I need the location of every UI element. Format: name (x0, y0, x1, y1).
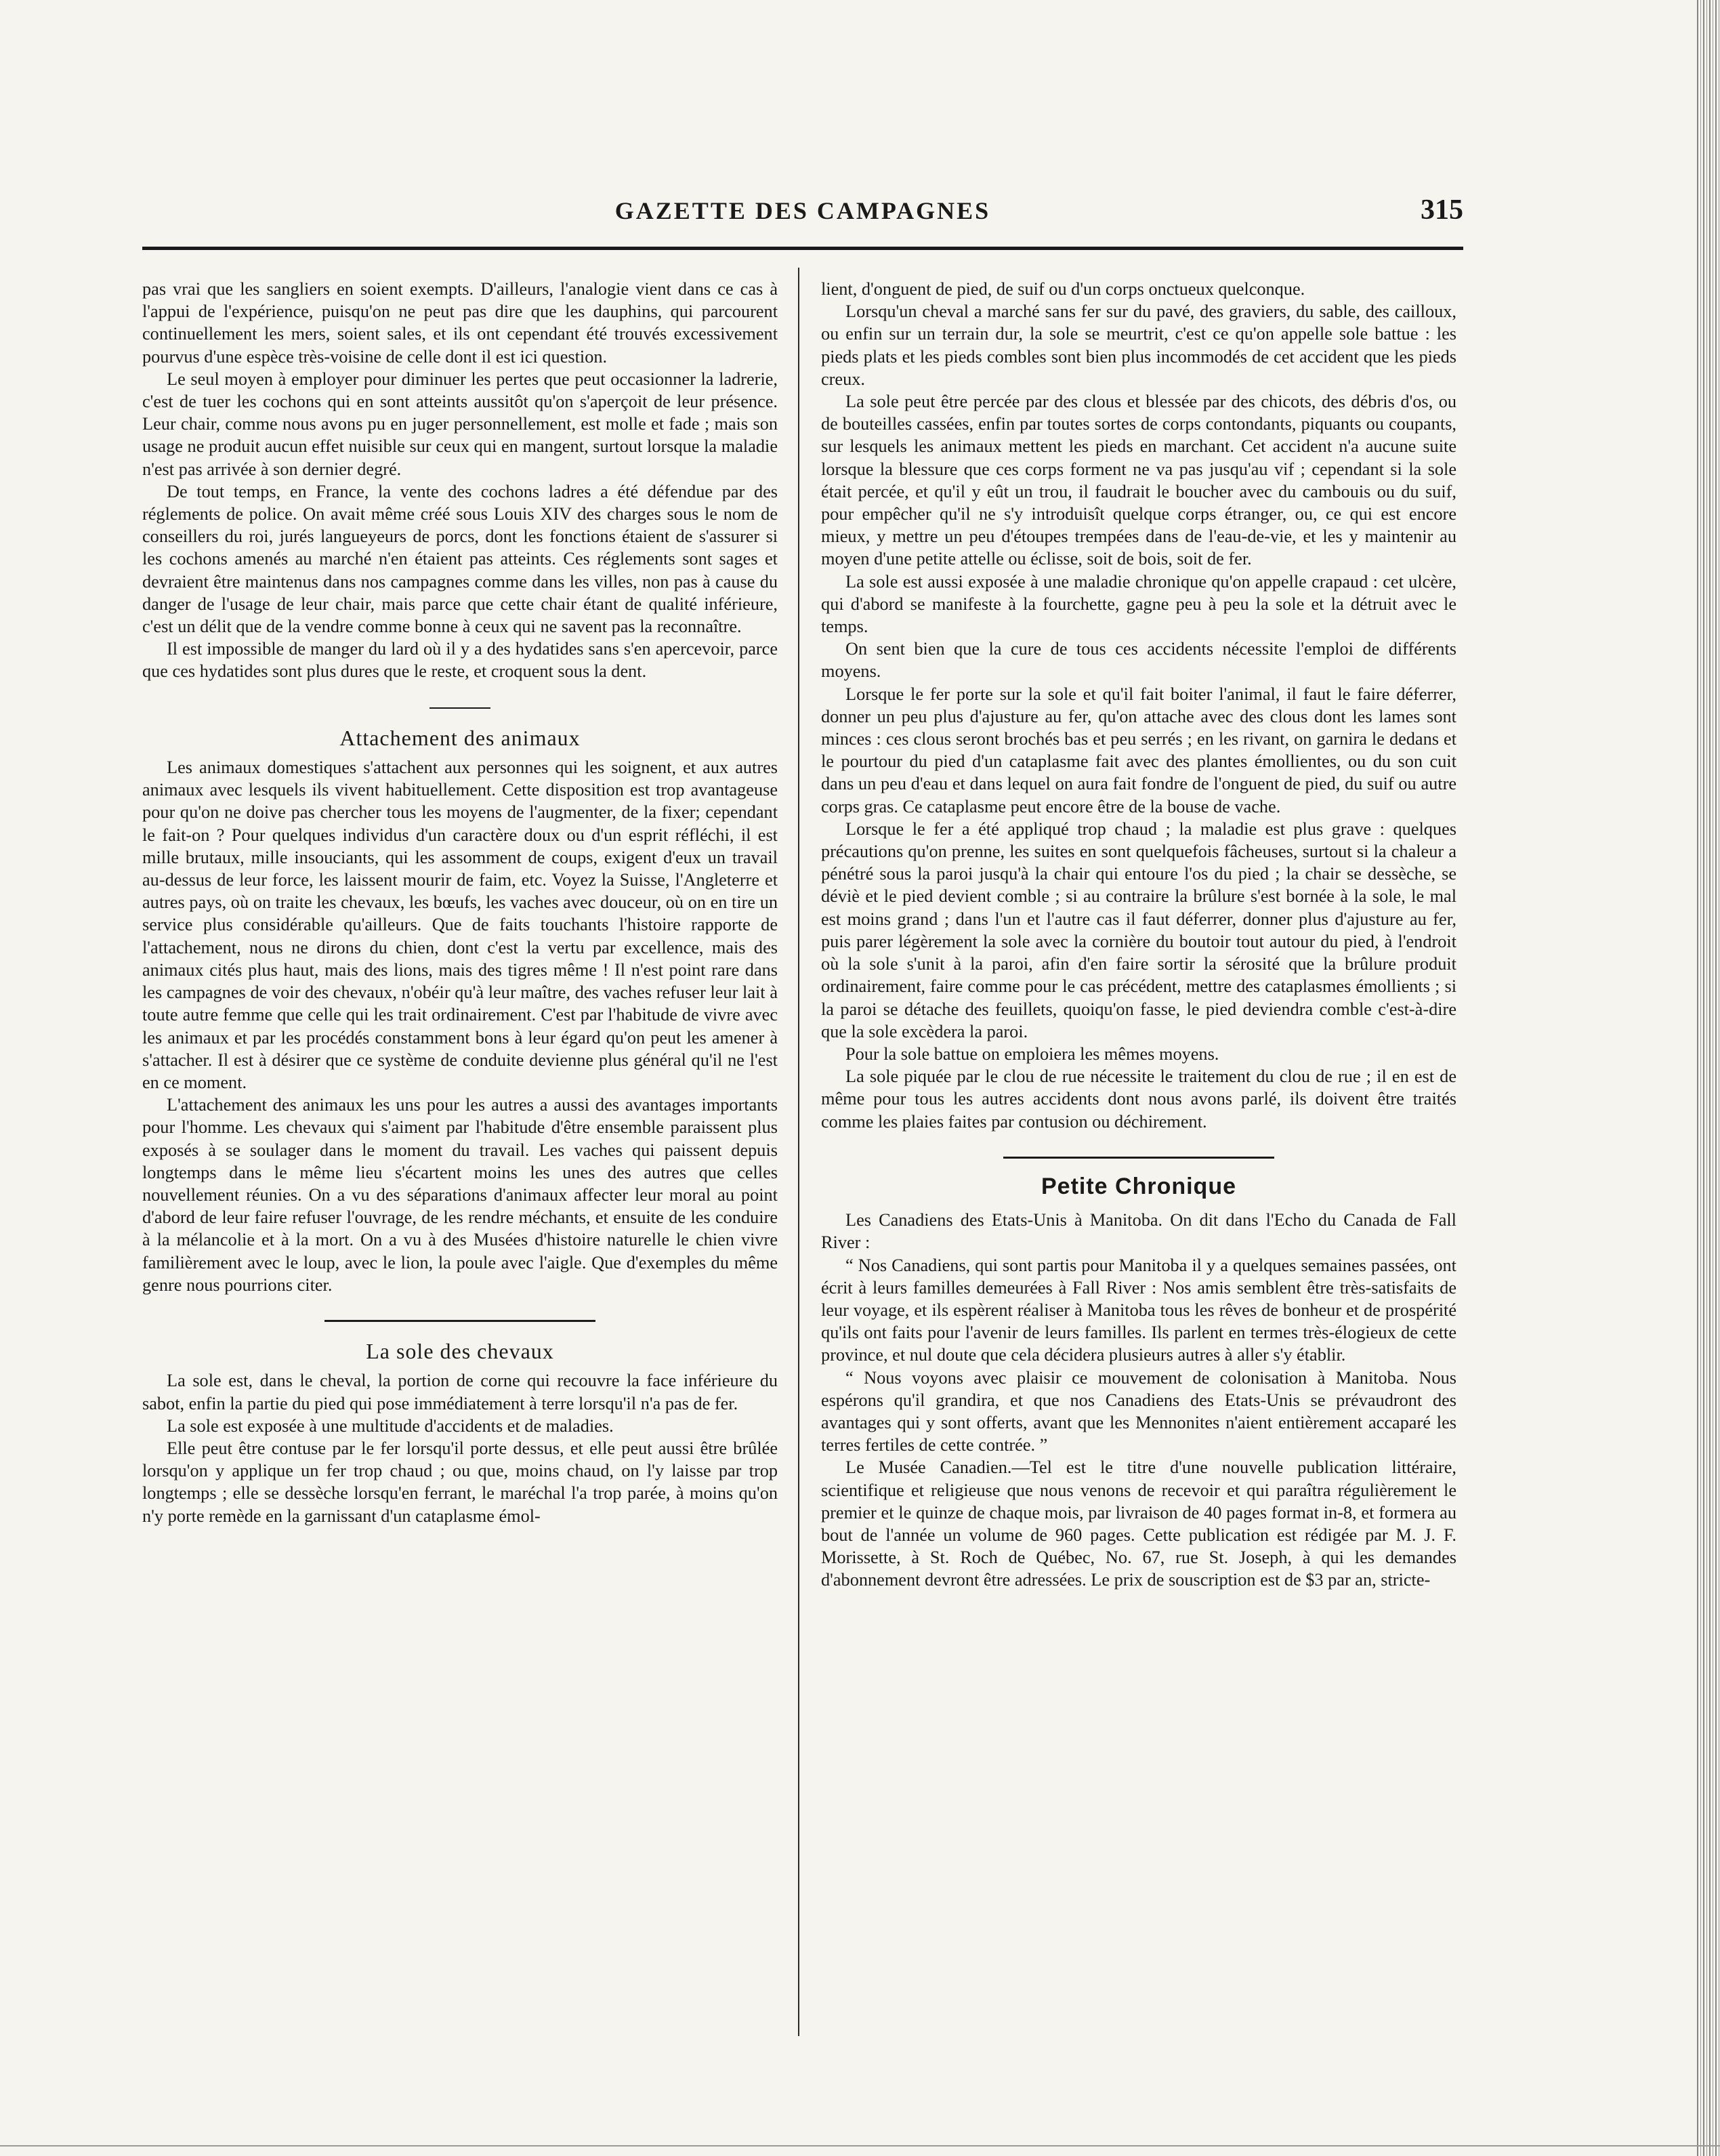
page-number: 315 (1421, 194, 1463, 226)
paragraph: Les animaux domestiques s'attachent aux personnes qui les soignent, et aux autres animaux avec lesquels ils vivent habituellement. Cette disposition est trop avantageuse pour qu'on ne doive pas chercher tous les moyens de l'augmenter, de la fixer; cependant le fait-on ? Pour quelques individus d'un caractère doux ou d'un esprit réfléchi, il est mille brutaux, mille insouciants, qui les assomment de coups, exigent d'eux un travail au-dessus de leur force, les laissent mourir de faim, etc. Voyez la Suisse, l'Angleterre et autres pays, où on traite les chevaux, les bœufs, les vaches avec douceur, où on en tire un service plus considérable qu'ailleurs. Que de faits touchants l'histoire rapporte de l'attachement, nous ne dirons du chien, dont c'est la vertu par excellence, mais des animaux cités plus haut, mais des lions, mais des tigres même ! Il n'est point rare dans les campagnes de voir des chevaux, n'obéir qu'à leur maître, des vaches refuser leur lait à toute autre femme que celle qui les trait ordinairement. C'est par l'habitude de vivre avec les animaux et par les procédés constamment bons à leur égard qu'on peut les amener à s'attacher. Il est à désirer que ce système de conduite devienne plus général qu'il ne l'est en ce moment. (142, 758, 778, 1092)
section-separator (142, 1308, 778, 1331)
paragraph: “ Nos Canadiens, qui sont partis pour Manitoba il y a quelques semaines passées, ont écrit à leurs familles demeurées à Fall River : Nos amis semblent être très-satisfaits de leur voyage, et ils espèrent réaliser à Manitoba tous les rêves de bonheur et de prospérité qu'ils ont faits pour l'avenir de leurs familles. Ils parlent en termes très-élogieux de cette province, et nul doute que cela décidera plusieurs autres à aller s'y établir. (821, 1255, 1456, 1365)
paragraph: Les Canadiens des Etats-Unis à Manitoba. On dit dans l'Echo du Canada de Fall River : (821, 1210, 1456, 1253)
section-heading: Attachement des animaux (339, 725, 581, 750)
binding-edge (1697, 0, 1720, 2156)
paragraph: La sole peut être percée par des clous et blessée par des chicots, des débris d'os, ou de bouteilles cassées, enfin par toutes sortes de corps contondants, piquants ou coupants, sur lesquels les animaux mettent les pieds en marchant. Cet accident n'a aucune suite lorsque la blessure que ces corps forment ne va pas jusqu'au vif ; cependant si la sole était percée, et qu'il y eût un trou, il faudrait le boucher avec du cambouis ou du suif, pour empêcher qu'il ne s'y introduisît quelque corps étranger, ou, ce qui est encore mieux, y mettre un peu d'étoupes trempées dans de l'eau-de-vie, et les y maintenir au moyen d'une petite attelle ou éclisse, soit de bois, soit de fer. (821, 392, 1456, 569)
column-divider (798, 268, 799, 2036)
left-column (142, 278, 778, 1527)
paragraph: La sole est, dans le cheval, la portion de corne qui recouvre la face inférieure du sabot, enfin la partie du pied qui pose immédiatement à terre lorsqu'il n'a pas de fer. (142, 1371, 778, 1413)
section-heading: Petite Chronique (1041, 1173, 1237, 1199)
paragraph: De tout temps, en France, la vente des cochons ladres a été défendue par des réglements de police. On avait même créé sous Louis XIV des charges sous le nom de conseillers du roi, jurés langueyeurs de porcs, dont les fonctions étaient de s'assurer si les cochons amenés au marché n'en étaient pas atteints. Ces réglements sont sages et devraient être maintenus dans nos campagnes comme dans les villes, non pas à cause du danger de l'usage de leur chair, mais parce que cette chair étant de qualité inférieure, c'est un délit que de la vendre comme bonne à ceux qui ne savent pas la reconnaître. (142, 481, 778, 637)
right-column (821, 278, 1456, 1592)
bottom-edge (0, 2145, 1720, 2147)
paragraph: Le seul moyen à employer pour diminuer les pertes que peut occasionner la ladrerie, c'est de tuer les cochons qui en sont atteints aussitôt qu'on s'aperçoit de leur présence. Leur chair, comme nous avons pu en juger personnellement, est molle et fade ; mais son usage ne produit aucun effet nuisible sur ceux qui en mangent, surtout lorsque la maladie n'est pas arrivée à son dernier degré. (142, 369, 778, 479)
paragraph: L'attachement des animaux les uns pour les autres a aussi des avantages importants pour l'homme. Les chevaux qui s'aiment par l'habitude d'être ensemble paraissent plus exposés à se soulager dans le moment du travail. Les vaches qui paissent depuis longtemps dans le même lieu s'écartent moins les unes des autres que celles nouvellement réunies. On a vu des séparations d'animaux affecter leur moral au point d'abord de leur faire refuser l'ouvrage, de les rendre méchants, et ensuite de les conduire à la mélancolie et à la mort. On a vu à des Musées d'histoire naturelle le chien vivre familièrement avec le loup, avec le lion, la poule avec l'aigle. Que d'exemples du même genre nous pourrions citer. (142, 1095, 778, 1295)
header-rule (142, 247, 1463, 250)
paragraph: Il est impossible de manger du lard où il y a des hydatides sans s'en apercevoir, parce que ces hydatides sont plus dures que le reste, et croquent sous la dent. (142, 639, 778, 682)
paragraph: La sole piquée par le clou de rue nécessite le traitement du clou de rue ; il en est de même pour tous les autres accidents dont nous avons parlé, ils doivent être traités comme les plaies faites par contusion ou déchirement. (821, 1066, 1456, 1132)
paragraph: Elle peut être contuse par le fer lorsqu'il porte dessus, et elle peut aussi être brûlée lorsqu'on y applique un fer trop chaud ; ou que, moins chaud, on l'y laisse par trop longtemps ; elle se dessèche lorsqu'en ferrant, le maréchal l'a trop parée, à moins qu'on n'y porte remède en la garnissant d'un cataplasme émol- (142, 1438, 778, 1526)
section-separator (821, 1145, 1456, 1167)
paragraph: La sole est aussi exposée à une maladie chronique qu'on appelle crapaud : cet ulcère, qui d'abord se manifeste à la fourchette, gagne peu à peu la sole et la détruit avec le temps. (821, 571, 1456, 637)
paragraph: Lorsque le fer a été appliqué trop chaud ; la maladie est plus grave : quelques précautions qu'on prenne, les suites en sont quelquefois fâcheuses, surtout si la chaleur a pénétré sous la paroi jusqu'à la chair qui entoure l'os du pied ; la chair se dessèche, se déviè et le pied devient comble ; si au contraire la brûlure s'est bornée à la sole, le mal est moins grand ; dans l'un et l'autre cas il faut déferrer, donner plus d'ajusture au fer, puis parer légèrement la sole avec la cornière du boutoir tout autour du pied, à l'endroit où la sole s'unit à la paroi, afin d'en faire sortir la sérosité que la brûlure produit ordinairement, faire comme pour le cas précédent, mettre des cataplasmes émollients ; si la paroi se détache des feuillets, quoiqu'on fasse, le pied deviendra comble c'est-à-dire que la sole excèdera la paroi. (821, 818, 1456, 1041)
paragraph: Le Musée Canadien.—Tel est le titre d'une nouvelle publication littéraire, scientifique et religieuse que nous venons de recevoir et qui paraîtra régulièrement le premier et le quinze de chaque mois, par livraison de 40 pages format in-8, et formera au bout de l'année un volume de 960 pages. Cette publication est rédigée par M. J. F. Morissette, à St. Roch de Québec, No. 67, rue St. Joseph, à qui les demandes d'abonnement devront être adressées. Le prix de souscription est de $3 par an, stricte- (821, 1457, 1456, 1590)
paragraph: Lorsqu'un cheval a marché sans fer sur du pavé, des graviers, du sable, des cailloux, ou enfin sur un terrain dur, la sole se meurtrit, c'est ce qu'on appelle sole battue : les pieds plats et les pieds combles sont bien plus incommodés de cet accident que les pieds creux. (821, 302, 1456, 389)
section-heading: La sole des chevaux (366, 1339, 554, 1364)
paragraph: pas vrai que les sangliers en soient exempts. D'ailleurs, l'analogie vient dans ce cas à l'appui de l'expérience, puisqu'on ne peut pas dire que les dauphins, qui parcourent continuellement les mers, soient sales, et ils ont cependant été trouvés excessivement pourvus d'une espèce très-voisine de celle dont il est ici question. (142, 279, 778, 367)
section-separator (142, 695, 778, 718)
paragraph: lient, d'onguent de pied, de suif ou d'un corps onctueux quelconque. (821, 279, 1305, 299)
paragraph: La sole est exposée à une multitude d'accidents et de maladies. (167, 1415, 614, 1436)
paragraph: On sent bien que la cure de tous ces accidents nécessite l'emploi de différents moyens. (821, 639, 1456, 682)
paragraph: Pour la sole battue on emploiera les mêmes moyens. (845, 1043, 1219, 1064)
paragraph: “ Nous voyons avec plaisir ce mouvement de colonisation à Manitoba. Nous espérons qu'il grandira, et que nos Canadiens des Etats-Unis se prévaudront des avantages qui y sont offerts, avant que les Mennonites n'aient entièrement accaparé les terres fertiles de cette contrée. ” (821, 1367, 1456, 1455)
running-title: GAZETTE DES CAMPAGNES (614, 197, 991, 224)
paragraph: Lorsque le fer porte sur la sole et qu'il fait boiter l'animal, il faut le faire déferrer, donner un peu plus d'ajusture au fer, qu'on attache avec des clous dont les lames sont minces : ces clous seront brochés bas et peu serrés ; en les rivant, on garnira le dedans et le pourtour du pied d'un cataplasme fait avec des plantes émollientes, ou du son cuit dans un peu d'eau et dans lequel on aura fait fondre de l'onguent de pied, du suif ou autre corps gras. Ce cataplasme peut encore être de la bouse de vache. (821, 684, 1456, 816)
page-header (142, 191, 1463, 239)
